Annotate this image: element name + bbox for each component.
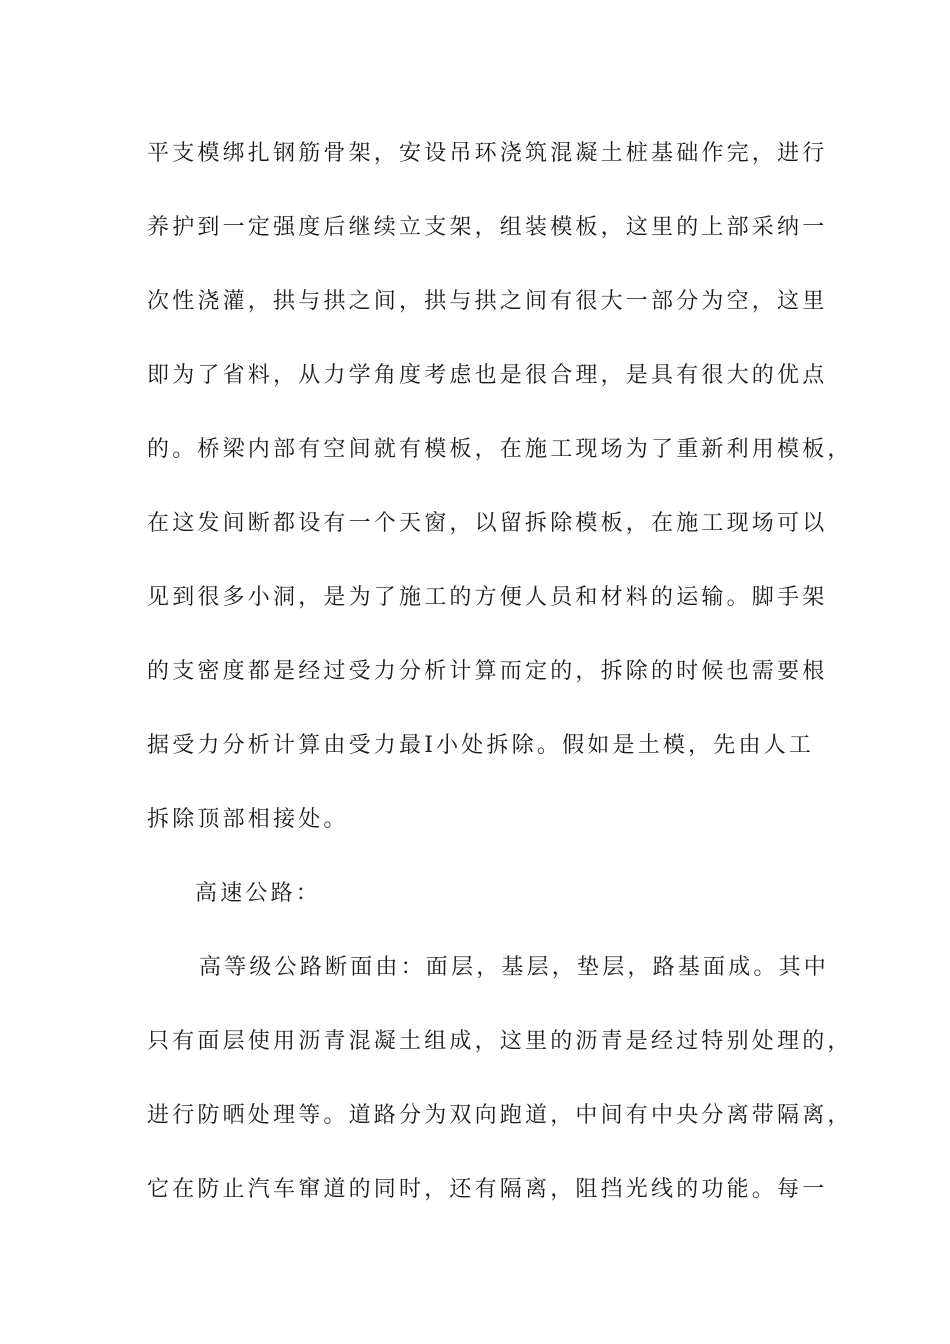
- text-line: 次性浇灌，拱与拱之间，拱与拱之间有很大一部分为空，这里: [147, 289, 828, 314]
- text-line: 即为了省料，从力学角度考虑也是很合理，是具有很大的优点: [147, 363, 828, 388]
- text-line: 高等级公路断面由：面层，基层，垫层，路基面成。其中: [199, 955, 830, 980]
- text-line: 养护到一定强度后继续立支架，组装模板，这里的上部采纳一: [147, 215, 828, 240]
- text-line: 平支模绑扎钢筋骨架，安设吊环浇筑混凝土桩基础作完，进行: [147, 141, 828, 166]
- text-line: 只有面层使用沥青混凝土组成，这里的沥青是经过特别处理的，: [147, 1029, 853, 1054]
- document-body: [147, 132, 853, 1242]
- text-line: 它在防止汽车窜道的同时，还有隔离，阻挡光线的功能。每一: [147, 1177, 828, 1202]
- text-line: 进行防晒处理等。道路分为双向跑道，中间有中央分离带隔离，: [147, 1103, 853, 1128]
- text-line: 的支密度都是经过受力分析计算而定的，拆除的时候也需要根: [147, 659, 828, 684]
- section-heading: 高速公路：: [195, 881, 322, 906]
- text-line: 的。桥梁内部有空间就有模板，在施工现场为了重新利用模板，: [147, 437, 853, 462]
- text-line: 据受力分析计算由受力最Ⅰ小处拆除。假如是土模，先由人工: [147, 733, 815, 758]
- text-line: 见到很多小洞，是为了施工的方便人员和材料的运输。脚手架: [147, 585, 828, 610]
- text-line: 拆除顶部相接处。: [147, 807, 349, 832]
- text-line: 在这发间断都设有一个天窗，以留拆除模板，在施工现场可以: [147, 511, 828, 536]
